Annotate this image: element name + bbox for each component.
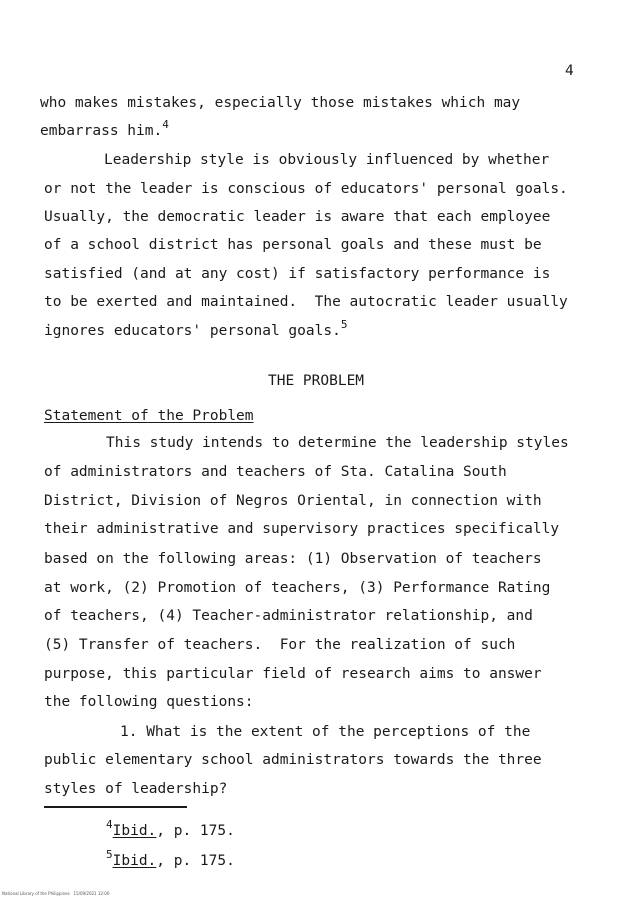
text-line: (5) Transfer of teachers. For the realization of such — [44, 637, 516, 653]
footnote-source: Ibid. — [112, 823, 157, 839]
text-line: ignores educators' personal goals.$^5$ — [44, 318, 348, 339]
footnote-page: , p. 175. — [156, 823, 235, 839]
footnote-number: 5 — [106, 848, 113, 861]
text-line: embarrass him.$^4$ — [40, 118, 169, 139]
text-line: This study intends to determine the leadership styles — [106, 435, 569, 451]
text-line: who makes mistakes, especially those mistakes which may — [40, 95, 521, 111]
text-line: of administrators and teachers of Sta. Catalina South — [44, 464, 507, 480]
footnote-source: Ibid. — [112, 853, 157, 869]
text-line: at work, (2) Promotion of teachers, (3) Performance Rating — [44, 580, 551, 596]
text-line: based on the following areas: (1) Observation of teachers — [44, 551, 542, 567]
text-line: District, Division of Negros Oriental, in connection with — [44, 493, 542, 509]
text-line: of teachers, (4) Teacher-administrator relationship, and — [44, 608, 533, 624]
footnote-divider — [44, 806, 187, 808]
footnote-ref: 5 — [340, 318, 348, 331]
text-line: their administrative and supervisory practices specifically — [44, 521, 560, 537]
footnote-page: , p. 175. — [156, 853, 235, 869]
footnote-ref: 4 — [162, 118, 169, 131]
text-line: styles of leadership? — [44, 781, 228, 797]
text-line: to be exerted and maintained. The autocratic leader usually — [44, 294, 568, 310]
text-line: of a school district has personal goals and these must be — [44, 237, 542, 253]
text-line: purpose, this particular field of research aims to answer — [44, 666, 542, 682]
footnote-number: 4 — [106, 818, 113, 831]
text-line: Leadership style is obviously influenced by whether — [104, 152, 550, 168]
text-line: or not the leader is conscious of educators' personal goals. — [44, 181, 568, 197]
text-line: public elementary school administrators towards the three — [44, 752, 542, 768]
subheading: Statement of the Problem — [44, 408, 254, 424]
text-line: the following questions: — [44, 694, 254, 710]
section-heading: THE PROBLEM — [268, 373, 365, 389]
footnote — [106, 848, 235, 870]
footnote — [106, 818, 235, 840]
text-line: Usually, the democratic leader is aware that each employee — [44, 209, 551, 225]
text-line: 1. What is the extent of the perceptions of the — [120, 724, 531, 740]
text-line: satisfied (and at any cost) if satisfactory performance is — [44, 266, 551, 282]
page-number: 4 — [565, 63, 574, 79]
scan-stamp: National Library of the Philippines 15/09/2021 12:00 — [2, 891, 110, 896]
